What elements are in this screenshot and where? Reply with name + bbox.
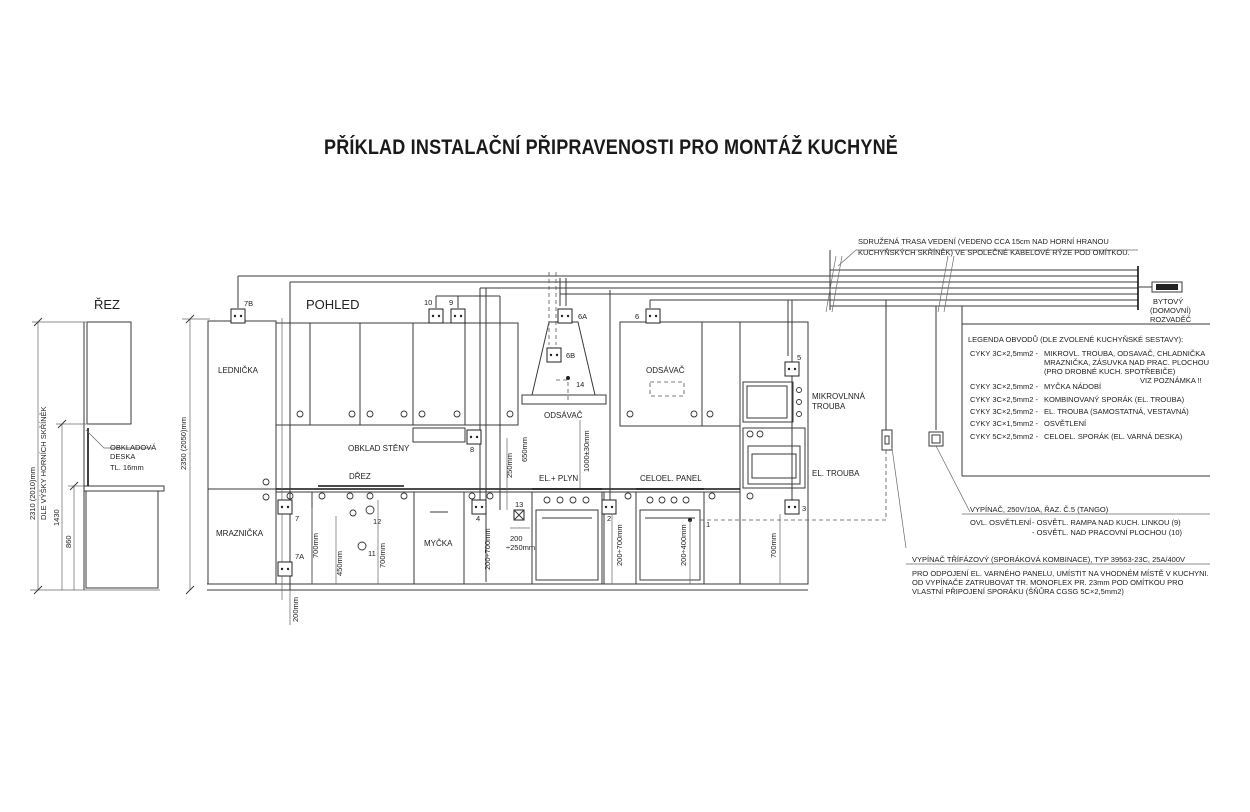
legend-row-9-cable: CYKY 5C×2,5mm2 - bbox=[970, 432, 1039, 441]
panel-label-2: (DOMOVNÍ) bbox=[1150, 306, 1191, 315]
socket-box bbox=[451, 309, 465, 323]
legend-row-7-cable: CYKY 3C×2,5mm2 - bbox=[970, 407, 1039, 416]
socket-box bbox=[785, 500, 799, 514]
socket-8 bbox=[467, 430, 481, 454]
upper-cabinet-4 bbox=[413, 323, 465, 425]
dim-700a: 700mm bbox=[311, 532, 320, 558]
light-switch-leader bbox=[936, 446, 970, 512]
socket-pin bbox=[432, 315, 434, 317]
hood-canopy bbox=[532, 322, 595, 395]
drawing-title: PŘÍKLAD INSTALAČNÍ PŘIPRAVENOSTI PRO MONTÁŽ KUCHYNĚ bbox=[324, 136, 898, 159]
socket-pin bbox=[476, 436, 478, 438]
socket-pin bbox=[649, 315, 651, 317]
base-handle bbox=[469, 493, 475, 499]
socket-7b bbox=[231, 299, 253, 323]
socket-pin bbox=[611, 506, 613, 508]
microwave-knob bbox=[797, 400, 802, 405]
socket-pin bbox=[556, 354, 558, 356]
dim-200-400: 200÷400mm bbox=[679, 524, 688, 566]
junction-13 bbox=[514, 500, 524, 520]
outlet-circle bbox=[366, 506, 374, 514]
three-phase-note-1: VYPÍNAČ TŘÍFÁZOVÝ (SPORÁKOVÁ KOMBINACE), TYP 39563-23C, 25A/400V bbox=[912, 555, 1186, 564]
socket-pin bbox=[281, 568, 283, 570]
dim-1000: 1000±30mm bbox=[582, 430, 591, 472]
oven-label: EL. TROUBA bbox=[812, 469, 860, 478]
switch-leader bbox=[892, 448, 906, 548]
legend-row-6-cable: CYKY 3C×2,5mm2 - bbox=[970, 395, 1039, 404]
outlet-circle bbox=[358, 542, 366, 550]
base-cabinet-4 bbox=[704, 492, 740, 584]
stove-knob bbox=[683, 497, 689, 503]
socket-pin bbox=[287, 506, 289, 508]
dim-700c: 700mm bbox=[769, 532, 778, 558]
upper-handle bbox=[707, 411, 713, 417]
stove-knob bbox=[557, 497, 563, 503]
microwave-label-2: TROUBA bbox=[812, 402, 846, 411]
panel-label-1: BYTOVÝ bbox=[1153, 297, 1184, 306]
upper-cabinet-1 bbox=[276, 323, 310, 425]
section-view bbox=[28, 297, 164, 594]
dishwasher-label: MYČKA bbox=[424, 539, 453, 548]
three-phase-note-4: VLASTNÍ PŘIPOJENÍ SPORÁKU (ŠŇŮRA CGSG 5C×2,5mm2) bbox=[912, 587, 1124, 596]
upper-handle bbox=[297, 411, 303, 417]
elevation-title: POHLED bbox=[306, 297, 360, 312]
light-switch-rocker bbox=[932, 435, 940, 443]
section-worktop bbox=[84, 486, 164, 491]
section-wall-cabinet bbox=[87, 322, 131, 424]
legend-row-6-desc: KOMBINOVANÝ SPORÁK (EL. TROUBA) bbox=[1044, 395, 1185, 404]
socket-pin bbox=[794, 368, 796, 370]
socket-box bbox=[785, 362, 799, 376]
switch-note-opt2: - OSVĚTL. NAD PRACOVNÍ PLOCHOU (10) bbox=[1032, 528, 1183, 537]
sink-label: DŘEZ bbox=[349, 472, 371, 481]
three-phase-note bbox=[906, 555, 1210, 596]
fridge-label: LEDNIČKA bbox=[218, 366, 259, 375]
dim-250: 250mm bbox=[505, 452, 514, 478]
switch-note-2: OVL. OSVĚTLENÍ bbox=[970, 518, 1032, 527]
base-handle bbox=[625, 493, 631, 499]
legend-row-5-cable: CYKY 3C×2,5mm2 - bbox=[970, 382, 1039, 391]
socket-box bbox=[558, 309, 572, 323]
section-title: ŘEZ bbox=[94, 297, 120, 312]
switch-note-1: VYPÍNAČ, 250V/10A, ŘAZ. Č.5 (TANGO) bbox=[970, 505, 1109, 514]
dim-note-label: DLE VÝŠKY HORNÍCH SKŘÍNĚK bbox=[39, 406, 48, 520]
note-leader bbox=[838, 250, 856, 266]
stove-door bbox=[536, 510, 598, 580]
socket-pin bbox=[460, 315, 462, 317]
junction-14-label: 14 bbox=[576, 380, 585, 389]
socket-3-label: 3 bbox=[802, 504, 807, 513]
socket-pin bbox=[550, 354, 552, 356]
backsplash-label-2: DESKA bbox=[110, 452, 136, 461]
hood2-label: ODSÁVAČ bbox=[646, 366, 685, 375]
upper-handle bbox=[401, 411, 407, 417]
microwave-label-1: MIKROVLNNÁ bbox=[812, 392, 865, 401]
wall-tiles-label: OBKLAD STĚNY bbox=[348, 444, 410, 453]
dim-450: 450mm bbox=[335, 550, 344, 576]
socket-box bbox=[429, 309, 443, 323]
upper-handle bbox=[691, 411, 697, 417]
upper-handle bbox=[349, 411, 355, 417]
socket-9 bbox=[449, 298, 465, 323]
legend-row-9-desc: CELOEL. SPORÁK (EL. VARNÁ DESKA) bbox=[1044, 432, 1183, 441]
section-base-cabinet bbox=[86, 488, 158, 588]
freezer-label: MRAZNIČKA bbox=[216, 529, 264, 538]
distribution-board-fill bbox=[1156, 284, 1178, 290]
oven-knob bbox=[757, 431, 763, 437]
socket-6a bbox=[558, 309, 587, 323]
dishwasher bbox=[414, 492, 464, 584]
legend-row-7-desc: EL. TROUBA (SAMOSTATNÁ, VESTAVNÁ) bbox=[1044, 407, 1189, 416]
socket-6b-label: 6B bbox=[566, 351, 576, 360]
oven-knob bbox=[747, 431, 753, 437]
base-handle bbox=[401, 493, 407, 499]
legend-row-4-desc: VIZ POZNÁMKA !! bbox=[1140, 376, 1202, 385]
socket-box bbox=[472, 500, 486, 514]
dim-1430-label: 1430 bbox=[52, 509, 61, 526]
socket-6 bbox=[635, 309, 660, 323]
socket-box bbox=[278, 562, 292, 576]
socket-pin bbox=[567, 315, 569, 317]
upper-handle bbox=[419, 411, 425, 417]
upper-handle bbox=[454, 411, 460, 417]
stove-knob bbox=[659, 497, 665, 503]
upper-handle bbox=[507, 411, 513, 417]
stove-knob bbox=[544, 497, 550, 503]
backsplash-label-1: OBKLADOVÁ bbox=[110, 443, 157, 452]
socket-7-label: 7 bbox=[295, 514, 300, 523]
socket-pin bbox=[561, 315, 563, 317]
upper-handle bbox=[367, 411, 373, 417]
base-handle bbox=[367, 493, 373, 499]
hob-label: EL.+ PLYN bbox=[539, 474, 579, 483]
socket-box bbox=[646, 309, 660, 323]
base-handle bbox=[347, 493, 353, 499]
outlet-circle bbox=[350, 510, 356, 516]
legend-row-8-desc: OSVĚTLENÍ bbox=[1044, 419, 1087, 428]
base-cabinet-sink bbox=[312, 492, 414, 584]
light-switch bbox=[929, 432, 970, 512]
three-phase-note-2: PRO ODPOJENÍ EL. VARNÉHO PANELU, UMÍSTIT NA VHODNÉM MÍSTĚ V KUCHYNI. bbox=[912, 569, 1209, 578]
light-ramp bbox=[413, 428, 465, 442]
switch-note-opt1: - OSVĚTL. RAMPA NAD KUCH. LINKOU (9) bbox=[1032, 518, 1181, 527]
hood-label: ODSÁVAČ bbox=[544, 411, 583, 420]
socket-pin bbox=[454, 315, 456, 317]
base-handle bbox=[487, 493, 493, 499]
upper-handle bbox=[627, 411, 633, 417]
elevation-view bbox=[179, 272, 866, 625]
legend-row-3-desc: (PRO DROBNÉ KUCH. SPOTŘEBIČE) bbox=[1044, 367, 1176, 376]
upper-cabinet-3 bbox=[360, 323, 413, 425]
panel-label-3: ROZVADĚČ bbox=[1150, 315, 1192, 324]
trunk-slash bbox=[938, 256, 954, 312]
hood-chimney bbox=[522, 322, 606, 420]
outlet-12-label: 12 bbox=[373, 517, 382, 526]
legend-row-8-cable: CYKY 3C×1,5mm2 - bbox=[970, 419, 1039, 428]
dim-200-250a: 200 bbox=[510, 534, 523, 543]
stove-knob bbox=[647, 497, 653, 503]
circuit-legend bbox=[968, 335, 1209, 441]
dim-700b: 700mm bbox=[378, 542, 387, 568]
socket-pin bbox=[605, 506, 607, 508]
socket-pin bbox=[788, 506, 790, 508]
switch-rocker bbox=[885, 436, 889, 444]
socket-10 bbox=[424, 298, 443, 323]
outlet-11-label: 11 bbox=[368, 549, 376, 558]
trunk-note-1: SDRUŽENÁ TRASA VEDENÍ (VEDENO CCA 15cm NAD HORNÍ HRANOU bbox=[858, 237, 1109, 246]
legend-title: LEGENDA OBVODŮ (DLE ZVOLENÉ KUCHYŇSKÉ SESTAVY): bbox=[968, 335, 1184, 344]
socket-7a-label: 7A bbox=[295, 552, 305, 561]
base-handle bbox=[319, 493, 325, 499]
socket-7b-label: 7B bbox=[244, 299, 254, 308]
microwave-knob bbox=[797, 388, 802, 393]
legend-row-1-cable: CYKY 3C×2,5mm2 - bbox=[970, 349, 1039, 358]
legend-row-2-desc: MRAZNIČKA, ZÁSUVKA NAD PRAC. PLOCHOU bbox=[1044, 358, 1210, 367]
socket-6-label: 6 bbox=[635, 312, 640, 321]
trunk-note-2: KUCHYŇSKÝCH SKŘÍNĚK) VE SPOLEČNÉ KABELOVÉ RÝZE POD OMÍTKOU. bbox=[858, 248, 1130, 257]
fridge-handle bbox=[263, 479, 269, 485]
dim-200-700a: 200÷700mm bbox=[483, 528, 492, 570]
junction-13-label: 13 bbox=[515, 500, 524, 509]
oven-window bbox=[752, 454, 796, 478]
backsplash-label-3: TL. 16mm bbox=[110, 463, 144, 472]
socket-6a-label: 6A bbox=[578, 312, 588, 321]
socket-5-label: 5 bbox=[797, 353, 802, 362]
fridge-column bbox=[208, 321, 276, 584]
upper-cabinet-2 bbox=[310, 323, 360, 425]
base-handle bbox=[709, 493, 715, 499]
dim-200-700b: 200÷700mm bbox=[615, 524, 624, 566]
dim-total-label: 2310 (2010)mm bbox=[28, 467, 37, 520]
dim-200: 200mm bbox=[291, 596, 300, 622]
legend-row-5-desc: MYČKA NÁDOBÍ bbox=[1044, 382, 1102, 391]
socket-box bbox=[602, 500, 616, 514]
dim-860-label: 860 bbox=[64, 535, 73, 548]
panel-label: CELOEL. PANEL bbox=[640, 474, 702, 483]
socket-box bbox=[278, 500, 292, 514]
light-switch-note bbox=[962, 505, 1210, 537]
junction-1-label: 1 bbox=[706, 520, 711, 529]
socket-pin bbox=[234, 315, 236, 317]
socket-9-label: 9 bbox=[449, 298, 454, 307]
junction-dot bbox=[566, 376, 570, 380]
legend-row-1-desc: MIKROVL. TROUBA, ODSAVAČ, CHLADNIČKA bbox=[1044, 349, 1206, 358]
stove-knob bbox=[583, 497, 589, 503]
stove-knob bbox=[671, 497, 677, 503]
upper-cabinet-5 bbox=[465, 323, 518, 425]
socket-box bbox=[467, 430, 481, 444]
socket-8-label: 8 bbox=[470, 445, 475, 454]
socket-4-label: 4 bbox=[476, 514, 481, 523]
freezer-handle bbox=[263, 494, 269, 500]
socket-pin bbox=[281, 506, 283, 508]
socket-2-label: 2 bbox=[607, 514, 612, 523]
socket-10-label: 10 bbox=[424, 298, 433, 307]
socket-6b bbox=[547, 348, 575, 362]
dim-2350-label: 2350 (2050)mm bbox=[179, 417, 188, 470]
stove-knob bbox=[570, 497, 576, 503]
socket-pin bbox=[470, 436, 472, 438]
socket-pin bbox=[481, 506, 483, 508]
socket-pin bbox=[788, 368, 790, 370]
socket-box bbox=[231, 309, 245, 323]
hood-base bbox=[522, 395, 606, 404]
base-handle bbox=[747, 493, 753, 499]
three-phase-note-3: OD VYPÍNAČE ZATRUBOVAT TR. MONOFLEX PR. 23mm POD OMÍTKOU PRO bbox=[912, 578, 1184, 587]
dim-200-250b: ÷250mm bbox=[506, 543, 536, 552]
socket-pin bbox=[794, 506, 796, 508]
microwave-window bbox=[747, 386, 787, 418]
socket-pin bbox=[287, 568, 289, 570]
socket-pin bbox=[240, 315, 242, 317]
socket-pin bbox=[655, 315, 657, 317]
socket-pin bbox=[438, 315, 440, 317]
socket-pin bbox=[475, 506, 477, 508]
socket-box bbox=[547, 348, 561, 362]
microwave-knob bbox=[797, 412, 802, 417]
dim-650: 650mm bbox=[520, 436, 529, 462]
